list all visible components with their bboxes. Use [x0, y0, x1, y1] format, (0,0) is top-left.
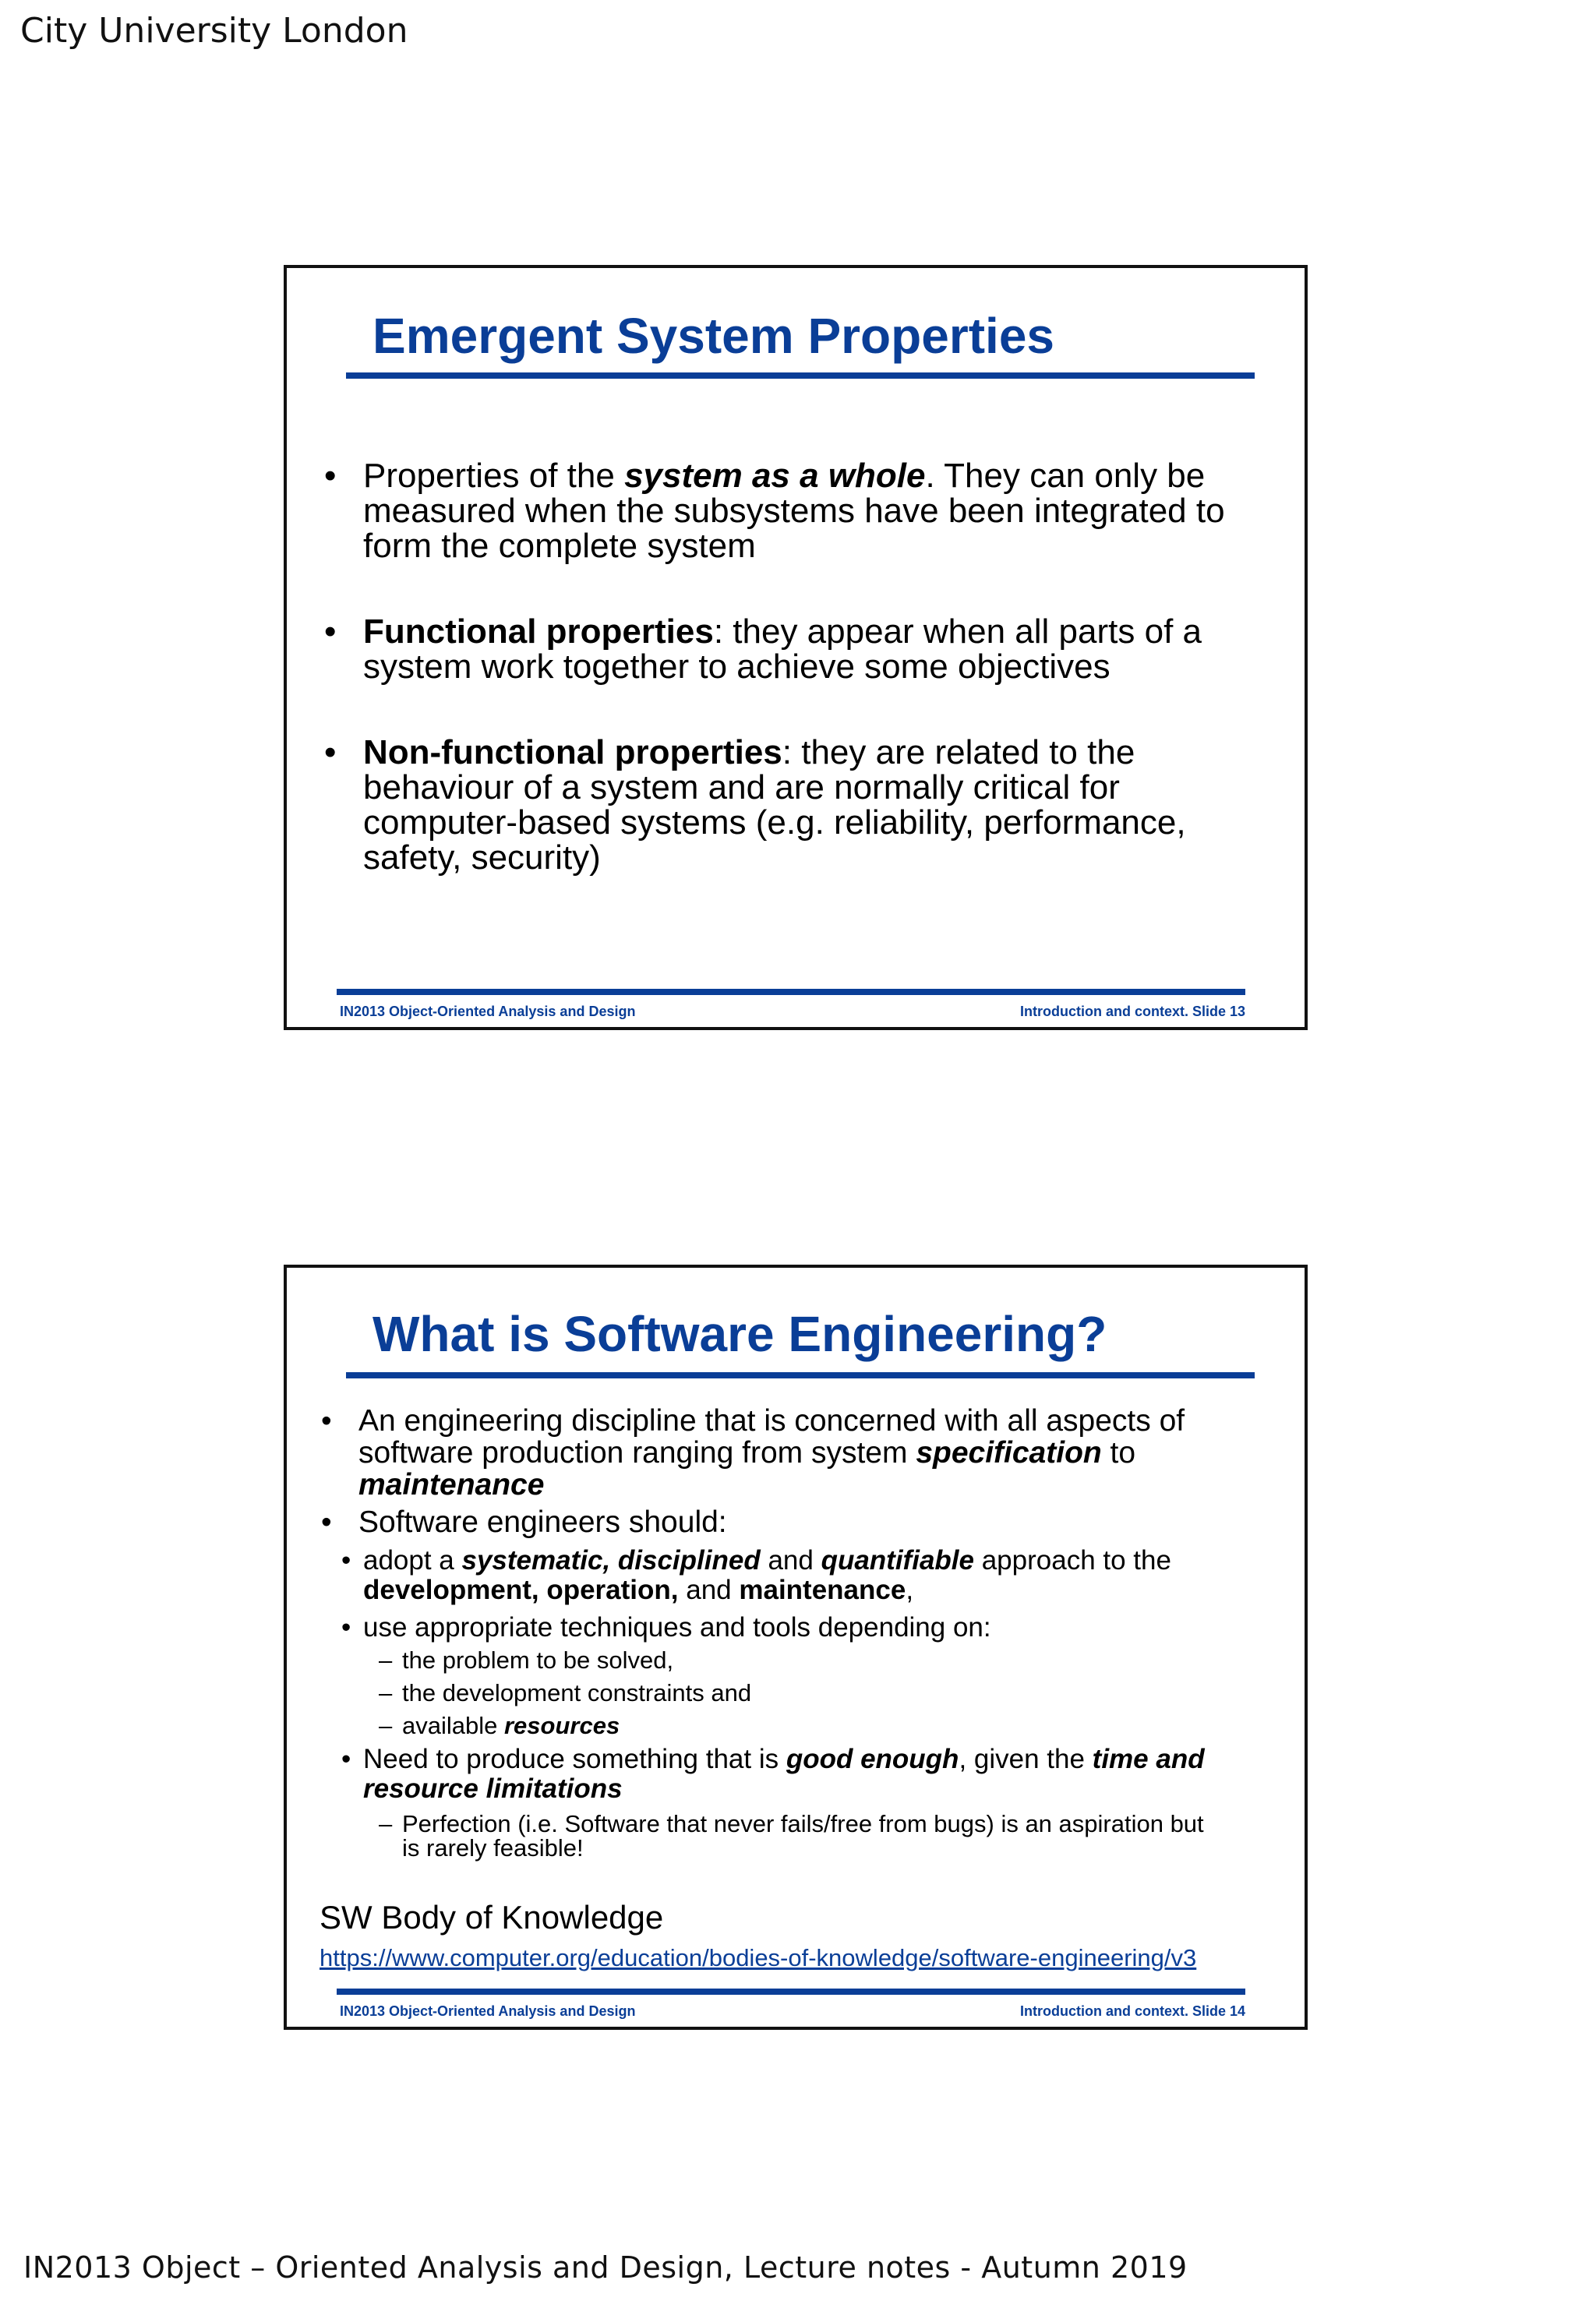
slide-footer-course: IN2013 Object-Oriented Analysis and Design: [340, 1004, 636, 1019]
sub-bullet-techniques-tools: [341, 1612, 991, 1643]
emphasis: quantifiable: [821, 1545, 974, 1576]
subsub-item-perfection: [379, 1810, 1204, 1862]
text: , given the: [959, 1744, 1093, 1774]
text: Need to produce something that is: [363, 1744, 786, 1774]
emphasis: resource limitations: [363, 1773, 623, 1804]
slide-title: Emergent System Properties: [373, 308, 1054, 364]
footer-rule: [337, 1989, 1245, 1995]
subsub-item-resources: [379, 1712, 620, 1739]
emphasis: system as a whole: [624, 457, 926, 495]
text: to: [1101, 1436, 1136, 1470]
bullet-icon: •: [341, 1744, 351, 1774]
bullet-engineering-discipline: [321, 1404, 1185, 1502]
text: the problem to be solved,: [402, 1646, 674, 1674]
title-rule: [346, 1372, 1255, 1378]
dash-icon: –: [379, 1712, 393, 1739]
text: behaviour of a system and are normally critical for: [363, 768, 1120, 806]
text: ,: [906, 1575, 914, 1605]
text: and: [760, 1545, 821, 1576]
bullet-icon: •: [321, 1505, 332, 1539]
bullet-icon: •: [324, 733, 337, 771]
kb-link[interactable]: https://www.computer.org/education/bodies-of-knowledge/software-engineering/v3: [320, 1944, 1197, 1971]
strong-text: Non-functional properties: [363, 733, 782, 771]
slide-title: What is Software Engineering?: [373, 1306, 1107, 1362]
emphasis: resources: [503, 1712, 620, 1739]
text: available: [402, 1712, 504, 1739]
text: measured when the subsystems have been integrated to: [363, 492, 1225, 530]
text: . They can only be: [925, 457, 1206, 495]
text: form the complete system: [363, 527, 756, 565]
subsub-item-problem: [379, 1646, 674, 1674]
bullet-non-functional-properties: [324, 733, 1186, 877]
footer-rule: [337, 989, 1245, 995]
text: system work together to achieve some objectives: [363, 648, 1110, 686]
emphasis: time and: [1092, 1744, 1205, 1774]
text: Software engineers should:: [358, 1505, 727, 1539]
text: Properties of the: [363, 457, 625, 495]
text: : they are related to the: [782, 733, 1135, 771]
bullet-icon: •: [321, 1404, 332, 1438]
text: An engineering discipline that is concerned with all aspects of: [358, 1404, 1185, 1438]
text: the development constraints and: [402, 1679, 752, 1706]
slide-footer-number: Introduction and context. Slide 13: [1019, 1004, 1245, 1019]
sub-bullet-systematic-approach: [341, 1545, 1171, 1605]
bullet-system-as-whole: [324, 457, 1225, 565]
bullet-icon: •: [324, 457, 337, 495]
dash-icon: –: [379, 1810, 393, 1837]
slide-footer-course: IN2013 Object-Oriented Analysis and Design: [340, 2003, 636, 2019]
strong-text: development, operation,: [363, 1575, 679, 1605]
emphasis: systematic, disciplined: [461, 1545, 761, 1576]
bullet-icon: •: [341, 1545, 351, 1576]
text: Perfection (i.e. Software that never fails/free from bugs) is an aspiration but: [402, 1810, 1204, 1837]
strong-text: Functional properties: [363, 612, 714, 651]
dash-icon: –: [379, 1679, 393, 1706]
text: software production ranging from system: [358, 1436, 916, 1470]
emphasis: good enough: [786, 1744, 959, 1774]
bullet-functional-properties: [324, 612, 1202, 686]
bullet-icon: •: [324, 612, 337, 651]
subsub-item-constraints: [379, 1679, 752, 1706]
text: use appropriate techniques and tools depending on:: [363, 1612, 991, 1643]
title-rule: [346, 372, 1255, 379]
bullet-engineers-should: [321, 1505, 727, 1539]
page-header: City University London: [20, 11, 408, 51]
emphasis: specification: [916, 1436, 1102, 1470]
dash-icon: –: [379, 1646, 393, 1674]
slide-13: [284, 265, 1308, 1030]
text: is rarely feasible!: [402, 1834, 584, 1862]
emphasis: maintenance: [358, 1468, 545, 1502]
text: approach to the: [973, 1545, 1171, 1576]
strong-text: maintenance: [739, 1575, 906, 1605]
slide-footer-number: Introduction and context. Slide 14: [1019, 2003, 1245, 2019]
kb-heading: SW Body of Knowledge: [320, 1899, 664, 1936]
sub-bullet-good-enough: [341, 1744, 1205, 1804]
page-footer: IN2013 Object – Oriented Analysis and Design, Lecture notes - Autumn 2019: [23, 2250, 1188, 2285]
text: computer-based systems (e.g. reliability, performance,: [363, 803, 1186, 842]
text: : they appear when all parts of a: [713, 612, 1202, 651]
text: safety, security): [363, 838, 601, 877]
bullet-icon: •: [341, 1612, 351, 1643]
text: adopt a: [363, 1545, 462, 1576]
text: and: [678, 1575, 740, 1605]
slide-14: [284, 1265, 1308, 2030]
